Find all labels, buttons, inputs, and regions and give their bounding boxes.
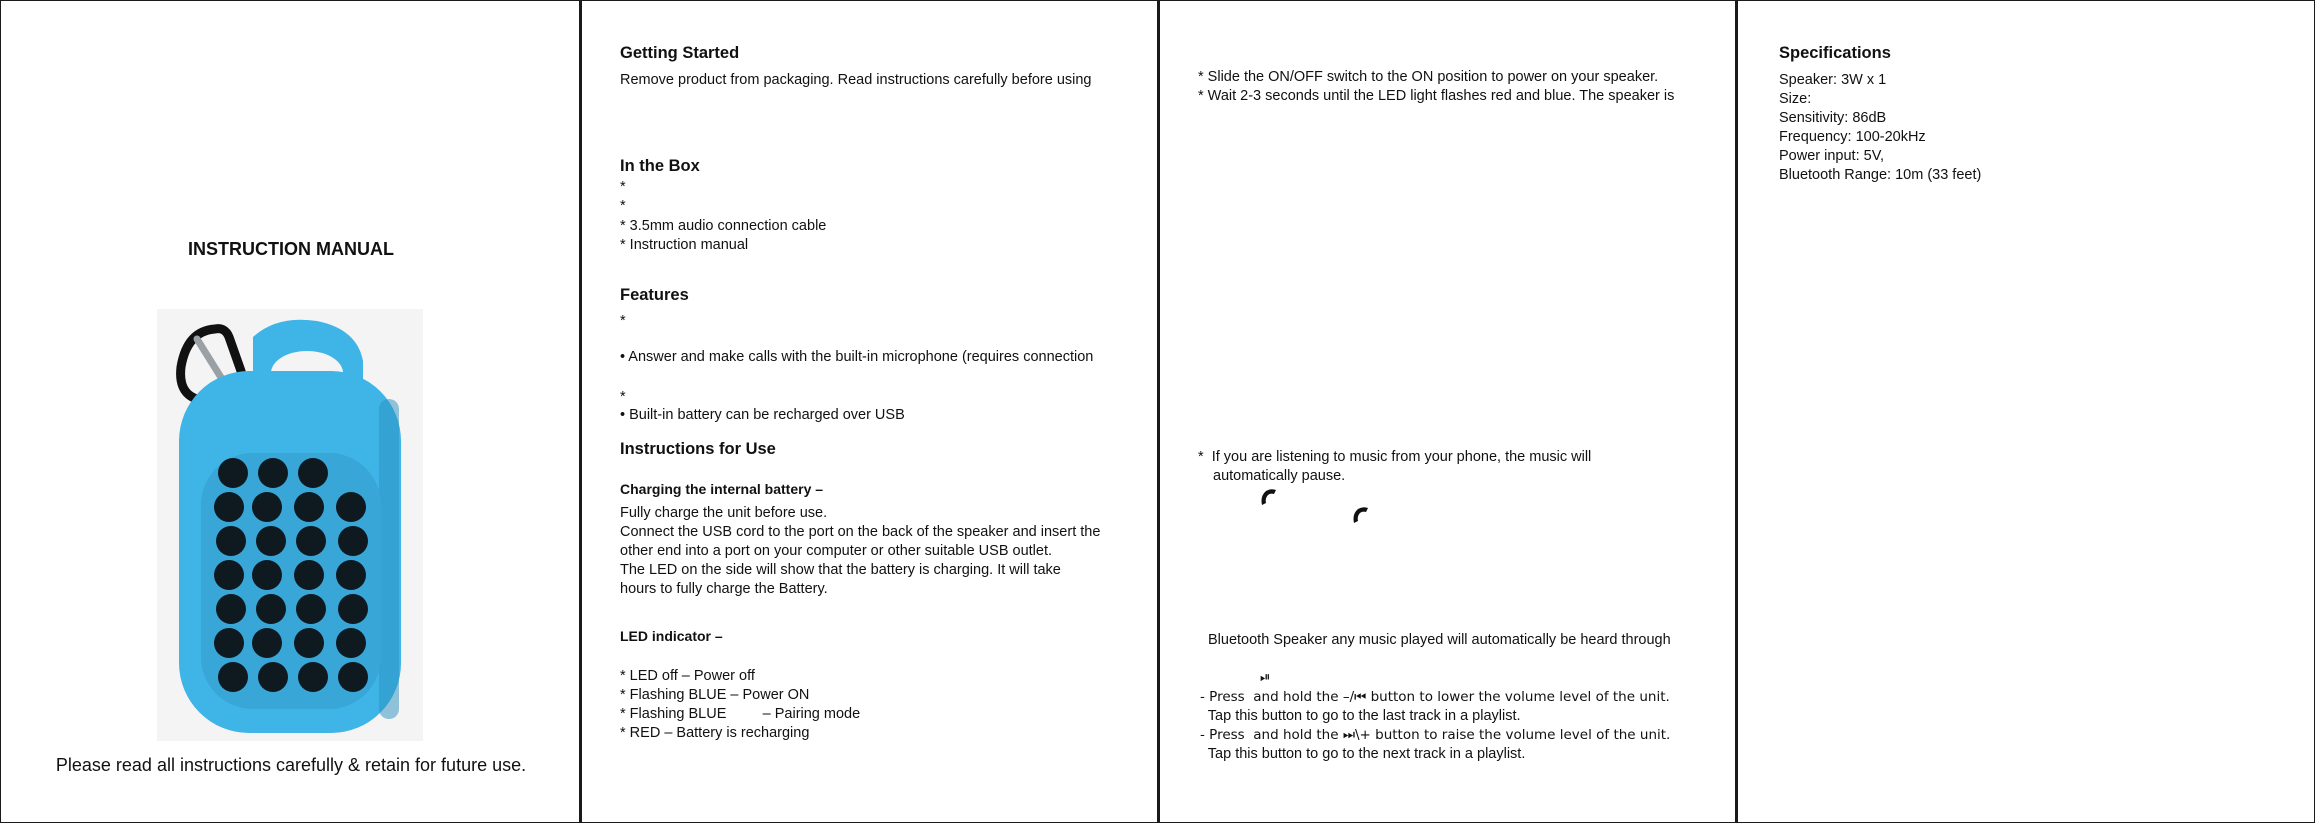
grille-hole <box>252 628 282 658</box>
calls-line: * If you are listening to music from your phone, the music will <box>1198 449 1592 465</box>
grille-hole <box>294 628 324 658</box>
grille-hole <box>214 492 244 522</box>
led-heading: LED indicator – <box>620 628 723 644</box>
power-line: * Wait 2-3 seconds until the LED light flashes red and blue. The speaker is <box>1198 88 1675 104</box>
bluetooth-line: Bluetooth Speaker any music played will automatically be heard through <box>1208 632 1671 648</box>
spec-line: Size: <box>1779 91 1812 107</box>
in-the-box-item: * <box>620 179 626 195</box>
grille-hole <box>256 594 286 624</box>
led-line: * RED – Battery is recharging <box>620 725 810 741</box>
grille-hole <box>252 560 282 590</box>
charging-line: other end into a port on your computer or other suitable USB outlet. <box>620 543 1053 559</box>
grille-hole <box>296 594 326 624</box>
grille-hole <box>294 560 324 590</box>
grille-hole <box>258 458 288 488</box>
led-line: * LED off – Power off <box>620 668 755 684</box>
grille-hole <box>336 628 366 658</box>
specifications-heading: Specifications <box>1779 44 1891 62</box>
grille-hole <box>336 560 366 590</box>
volume-line: Tap this button to go to the last track in a playlist. <box>1200 708 1521 724</box>
feature-item: • Answer and make calls with the built-in microphone (requires connection <box>620 349 1094 365</box>
feature-item: * <box>620 389 626 405</box>
in-the-box-item: * <box>620 198 626 214</box>
operation-panel <box>1158 0 1736 823</box>
feature-item: * <box>620 313 626 329</box>
spec-line: Frequency: 100-20kHz <box>1779 129 1926 145</box>
grille-hole <box>218 662 248 692</box>
grille-hole <box>252 492 282 522</box>
feature-item: • Built-in battery can be recharged over USB <box>620 407 905 423</box>
charging-line: Fully charge the unit before use. <box>620 505 828 521</box>
spec-line: Bluetooth Range: 10m (33 feet) <box>1779 167 1982 183</box>
features-heading: Features <box>620 286 689 304</box>
in-the-box-heading: In the Box <box>620 157 700 175</box>
volume-line: - Press and hold the ⏭\+ button to raise the volume level of the unit. <box>1200 727 1671 743</box>
grille-hole <box>256 526 286 556</box>
spec-line: Speaker: 3W x 1 <box>1779 72 1887 88</box>
charging-line: Connect the USB cord to the port on the back of the speaker and insert the <box>620 524 1101 540</box>
charging-line: hours to fully charge the Battery. <box>620 581 828 597</box>
grille-hole <box>294 492 324 522</box>
specifications-panel <box>1736 0 2315 823</box>
grille-hole <box>216 594 246 624</box>
grille-hole <box>338 662 368 692</box>
spec-line: Power input: 5V, <box>1779 148 1885 164</box>
phone-icon <box>1258 486 1280 508</box>
grille-hole <box>214 628 244 658</box>
play-pause-icon: ⏯ <box>1260 670 1271 685</box>
grille-hole <box>216 526 246 556</box>
led-line: * Flashing BLUE – Power ON <box>620 687 810 703</box>
led-line: * Flashing BLUE – Pairing mode <box>620 706 861 722</box>
volume-line: Tap this button to go to the next track in a playlist. <box>1200 746 1526 762</box>
instructions-panel <box>580 0 1158 823</box>
getting-started-text: Remove product from packaging. Read instructions carefully before using <box>620 72 1092 88</box>
manual-title: INSTRUCTION MANUAL <box>188 239 394 259</box>
grille-hole <box>336 492 366 522</box>
speaker-product-image <box>157 309 423 741</box>
in-the-box-item: * 3.5mm audio connection cable <box>620 218 827 234</box>
grille-hole <box>296 526 326 556</box>
charging-heading: Charging the internal battery – <box>620 481 824 497</box>
getting-started-heading: Getting Started <box>620 44 740 62</box>
grille-hole <box>258 662 288 692</box>
in-the-box-item: * Instruction manual <box>620 237 749 253</box>
grille-hole <box>214 560 244 590</box>
grille-hole <box>338 594 368 624</box>
grille-hole <box>218 458 248 488</box>
cover-note: Please read all instructions carefully & retain for future use. <box>55 755 527 775</box>
charging-line: The LED on the side will show that the battery is charging. It will take <box>620 562 1061 578</box>
phone-icon <box>1350 504 1372 526</box>
cover-panel <box>0 0 580 823</box>
grille-hole <box>298 458 328 488</box>
calls-line: automatically pause. <box>1213 468 1346 484</box>
volume-line: - Press and hold the –/⏮ button to lower the volume level of the unit. <box>1200 689 1670 705</box>
instructions-heading: Instructions for Use <box>620 440 776 458</box>
grille-hole <box>298 662 328 692</box>
spec-line: Sensitivity: 86dB <box>1779 110 1887 126</box>
power-line: * Slide the ON/OFF switch to the ON position to power on your speaker. <box>1198 69 1659 85</box>
grille-hole <box>338 526 368 556</box>
